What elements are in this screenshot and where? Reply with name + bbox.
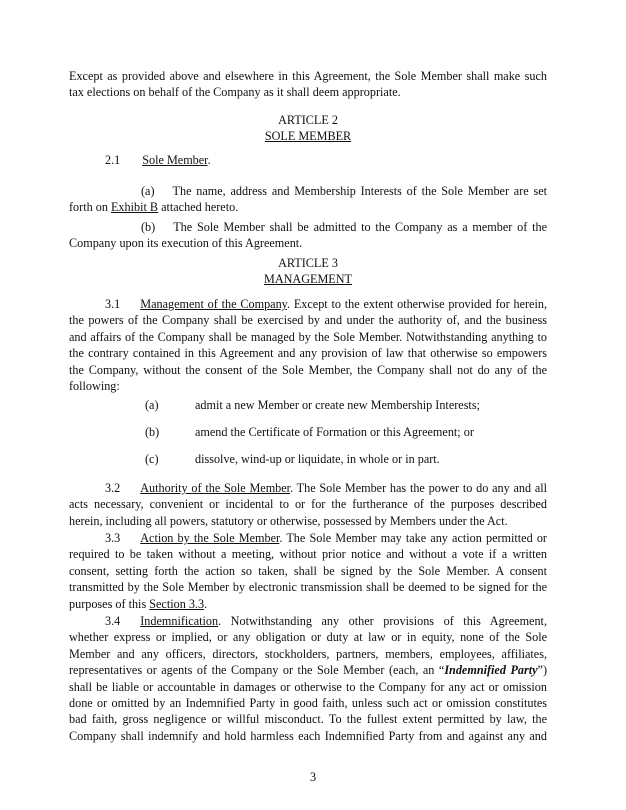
section-3-2 <box>69 480 547 529</box>
section-3-1 <box>69 296 547 394</box>
text-line <box>69 199 547 215</box>
text-line <box>69 219 547 235</box>
text-line: transmitted by the Sole Member by electronic transmission shall be deemed to be signed for the <box>69 580 547 595</box>
list-item-text: dissolve, wind-up or liquidate, in whole or in part. <box>195 452 440 466</box>
section-3-4 <box>69 613 547 744</box>
section-number: 3.3 <box>105 531 121 545</box>
text-fragment: The Sole Member shall be admitted to the Company as a member of the <box>173 220 547 234</box>
punctuation: . <box>207 153 211 167</box>
section-number: 3.2 <box>105 481 121 495</box>
list-item <box>145 397 480 413</box>
text-line: herein, including all powers, statutory or otherwise, possessed by Members under the Act. <box>69 513 508 528</box>
article-3-title: MANAGEMENT <box>263 272 352 286</box>
text-fragment: The name, address and Membership Interests of the Sole Member are set <box>172 184 547 198</box>
text-line: Except as provided above and elsewhere in this Agreement, the Sole Member shall make such <box>69 69 547 83</box>
text-fragment: . The Sole Member has the power to do any and all <box>290 481 548 495</box>
section-2-1-a <box>69 183 547 216</box>
page-number: 3 <box>309 770 317 784</box>
section-2-1-line <box>105 152 405 168</box>
section-3-3 <box>69 530 547 612</box>
section-2-1-b <box>69 219 547 252</box>
section-title: Action by the Sole Member <box>140 531 280 545</box>
subsection-label: (b) <box>141 220 156 234</box>
text-line: Company shall indemnify and hold harmless each Indemnified Party from and against any and <box>69 728 547 743</box>
article-2-title: SOLE MEMBER <box>264 129 352 143</box>
text-line: following: <box>69 379 120 394</box>
defined-term: Indemnified Party <box>444 663 538 678</box>
text-fragment: ”) <box>537 663 547 678</box>
text-line <box>69 530 547 546</box>
list-item-text: amend the Certificate of Formation or this Agreement; or <box>195 425 474 439</box>
list-item-text: admit a new Member or create new Membership Interests; <box>195 398 480 412</box>
text-line <box>69 480 547 496</box>
text-line: done or omitted by an Indemnified Party in good faith, unless such act or omission constitutes <box>69 696 547 711</box>
list-item-label: (a) <box>145 398 159 412</box>
text-line <box>69 296 547 312</box>
text-fragment: . Except to the extent otherwise provided for herein, <box>286 297 547 311</box>
text-fragment: forth on <box>69 200 111 215</box>
list-item-label: (c) <box>145 452 159 466</box>
intro-paragraph <box>69 68 547 101</box>
text-line: Company upon its execution of this Agreement. <box>69 236 303 251</box>
text-line: the contrary contained in this Agreement and any provision of law that otherwise so empowers <box>69 346 547 361</box>
article-2-title-wrap <box>69 129 547 145</box>
text-line: required to be taken without a meeting, without prior notice and without a vote if a written <box>69 547 547 562</box>
section-reference: Section 3.3 <box>149 596 205 611</box>
list-item <box>145 451 440 467</box>
text-line <box>69 613 547 629</box>
section-2-1 <box>105 152 405 168</box>
article-2-heading: ARTICLE 2 <box>278 113 338 127</box>
text-line: the powers of the Company shall be exercised by and under the authority of, and the business <box>69 313 547 328</box>
text-fragment: attached hereto. <box>158 200 239 215</box>
text-line: shall be liable or accountable in damages or otherwise to the Company for any act or omission <box>69 679 547 694</box>
text-fragment: . <box>204 596 208 611</box>
text-line: consent, setting forth the action so taken, shall be signed by the Sole Member. A consent <box>69 563 547 578</box>
text-line: Member and any officers, directors, stockholders, partners, members, employees, affiliates, <box>69 646 547 661</box>
section-number: 2.1 <box>105 153 121 167</box>
section-number: 3.1 <box>105 297 121 311</box>
text-line: and affairs of the Company shall be managed by the Sole Member. Notwithstanding anything to <box>69 329 547 344</box>
subsection-label: (a) <box>141 184 155 198</box>
section-title: Authority of the Sole Member <box>140 481 291 495</box>
text-line <box>69 183 547 199</box>
text-fragment: representatives or agents of the Company or the Sole Member (each, an “ <box>69 663 445 678</box>
text-line: bad faith, gross negligence or willful misconduct. To the fullest extent permitted by law, the <box>69 712 547 727</box>
exhibit-b-reference: Exhibit B <box>110 200 159 215</box>
list-item <box>145 424 474 440</box>
section-title: Management of the Company <box>140 297 287 311</box>
text-line: tax elections on behalf of the Company as it shall deem appropriate. <box>69 85 401 100</box>
section-title: Sole Member <box>142 153 208 167</box>
section-title: Indemnification <box>140 614 219 628</box>
article-3-heading: ARTICLE 3 <box>278 256 338 270</box>
article-3-title-wrap <box>69 272 547 288</box>
list-item-label: (b) <box>145 425 160 439</box>
text-fragment: purposes of this <box>69 596 150 611</box>
text-fragment: . The Sole Member may take any action permitted or <box>279 531 547 545</box>
section-number: 3.4 <box>105 614 121 628</box>
text-line: whether express or implied, or any obligation or duty at law or in equity, none of the Sole <box>69 630 547 645</box>
text-line <box>69 662 547 678</box>
text-line <box>69 596 547 612</box>
text-fragment: . Notwithstanding any other provisions of this Agreement, <box>218 614 547 628</box>
text-line: the Company, without the consent of the Sole Member, the Company shall not do any of the <box>69 362 547 377</box>
text-line: acts necessary, convenient or incidental to or for the furtherance of the purposes described <box>69 497 547 512</box>
